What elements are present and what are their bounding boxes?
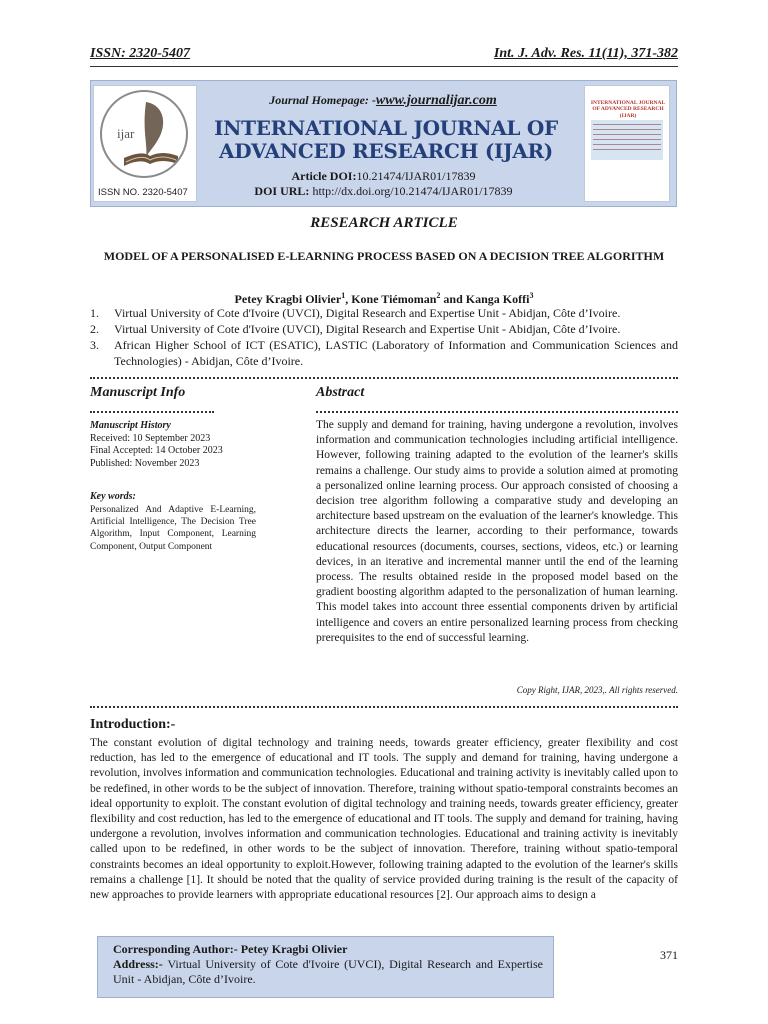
- affiliation-number: 3.: [90, 338, 99, 352]
- corresponding-label: Corresponding Author:-: [113, 942, 241, 956]
- article-doi-label: Article DOI:: [291, 169, 357, 183]
- author-separator: and: [440, 292, 466, 306]
- author-name: Kone Tiémoman: [351, 292, 437, 306]
- abstract-text: The supply and demand for training, having undergone a revolution, involves information and communication technologies including artificial intelligence. However, following training adapted to the evolution of the learner's skills remains a challenge. Our study aims to provide a solution aimed at promoting a personalized online learning process. Our approach consisted of choosing a decision tree algorithm following a comparative study and developing an architecture based upstream on the evaluation of the learner's knowledge. This architecture directs the learner, according to their performance, towards educational resources (documents, courses, sections, videos, etc.) or learning devices, in an iterative and incremental manner until the end of the learning process. The results obtained reside in the proposed model based on the gradient boosting algorithm adapted to the personalization of human learning. This model takes into account three essential components driven by artificial intelligence and covers an entire personalized learning process from checking prerequisites to the end of successful learning.: [316, 419, 678, 644]
- doi-url-link[interactable]: http://dx.doi.org/10.21474/IJAR01/17839: [309, 184, 513, 198]
- journal-homepage: [262, 93, 504, 109]
- running-header-issn: ISSN: 2320-5407: [90, 46, 190, 61]
- homepage-link[interactable]: www.journalijar.com: [375, 93, 497, 108]
- page-number: 371: [660, 948, 678, 962]
- author-name: Petey Kragbi Olivier: [234, 292, 342, 306]
- received-date: Received: 10 September 2023: [90, 432, 211, 444]
- doi-url-label: DOI URL:: [254, 184, 310, 198]
- affiliation-list: [90, 305, 678, 369]
- introduction-text: The constant evolution of digital technology and training needs, towards greater efficiency, greater flexibility and cost reduction, has led to the emergence of educational and IT tools. The supply and demand for training, having undergone a revolution, involves information and communication technologies. Educational and training activity is inevitably called upon to be redefined, in other words to be the subject of innovation. Therefore, training without spatio-temporal constraints becomes an ideal opportunity to exploit. The constant evolution of digital technology and training needs, towards greater efficiency, greater flexibility and cost reduction, has led to the emergence of educational and IT tools. The supply and demand for training, having undergone a revolution, involves information and communication technologies. Educational and training activity is inevitably called upon to be redefined, in other words to be the subject of innovation. Therefore, training without spatio-temporal constraints becomes an ideal opportunity to exploit.However, following training adapted to the evolution of the learner's skills remains a challenge [1]. It should be noted that the quality of service provided during training is the result of the capacity of new approaches to provide learners with appropriate educational resources [2]. Our approach aims to design a: [90, 737, 678, 902]
- affiliation-text: African Higher School of ICT (ESATIC), LASTIC (Laboratory of Information and Communication Sciences and Technologies) - Abidjan, Côte d’Ivoire.: [114, 338, 678, 368]
- affiliation-number: 1.: [90, 306, 99, 320]
- author-separator: ,: [345, 292, 352, 306]
- logo-text: ijar: [117, 126, 135, 141]
- keywords: Personalized And Adaptive E-Learning, Artificial Intelligence, The Decision Tree Algorithm, Input Component, Learning Component, Output Component: [90, 504, 256, 552]
- published-date: Published: November 2023: [90, 457, 200, 469]
- header-rule: [90, 66, 678, 67]
- author-affiliation-marker: 1: [341, 291, 346, 300]
- manuscript-divider: [90, 411, 214, 414]
- homepage-label: Journal Homepage: -: [269, 93, 376, 107]
- abstract-divider: [316, 411, 678, 414]
- history-label: Manuscript History: [90, 420, 171, 431]
- introduction-heading: Introduction:-: [90, 717, 176, 732]
- corresponding-name: Petey Kragbi Olivier: [240, 942, 348, 956]
- accepted-date: Final Accepted: 14 October 2023: [90, 445, 223, 457]
- affiliation-number: 2.: [90, 322, 99, 336]
- section-divider: [90, 377, 678, 381]
- corresponding-author-box: [97, 936, 554, 998]
- journal-logo: [93, 85, 197, 202]
- abstract-heading: Abstract: [316, 385, 365, 400]
- manuscript-info-heading: Manuscript Info: [90, 385, 186, 400]
- affiliation-text: Virtual University of Cote d'Ivoire (UVCI), Digital Research and Expertise Unit - Abidjan, Côte d’Ivoire.: [114, 322, 621, 336]
- paper-title: MODEL OF A PERSONALISED E-LEARNING PROCESS BASED ON A DECISION TREE ALGORITHM: [103, 249, 665, 263]
- article-type: RESEARCH ARTICLE: [310, 215, 458, 231]
- section-divider-2: [90, 706, 678, 710]
- keywords-label: Key words:: [90, 491, 136, 503]
- quill-book-icon: [102, 92, 186, 176]
- journal-banner: [90, 80, 677, 207]
- cover-text-lines: [593, 124, 661, 154]
- logo-emblem: [100, 90, 188, 178]
- journal-title-line2: ADVANCED RESEARCH (IJAR): [219, 139, 553, 163]
- journal-cover-thumbnail: [584, 85, 670, 202]
- author-affiliation-marker: 2: [436, 291, 441, 300]
- doi-block: [211, 169, 556, 199]
- affiliation-item: [90, 337, 678, 369]
- manuscript-info: [90, 420, 256, 553]
- author-name: Kanga Koffi: [465, 292, 530, 306]
- cover-title: INTERNATIONAL JOURNAL OF ADVANCED RESEARCH (IJAR): [590, 100, 666, 119]
- running-header-citation: Int. J. Adv. Res. 11(11), 371-382: [493, 46, 678, 61]
- journal-title-line1: INTERNATIONAL JOURNAL OF: [214, 116, 558, 140]
- affiliation-item: [90, 321, 678, 337]
- affiliation-item: [90, 305, 678, 321]
- copyright: Copy Right, IJAR, 2023,. All rights reserved.: [516, 685, 678, 695]
- author-affiliation-marker: 3: [529, 291, 534, 300]
- address-label: Address:-: [113, 957, 168, 971]
- corresponding-address: Virtual University of Cote d'Ivoire (UVCI), Digital Research and Expertise Unit - Abidjan, Côte d’Ivoire.: [113, 957, 543, 986]
- affiliation-text: Virtual University of Cote d'Ivoire (UVCI), Digital Research and Expertise Unit - Abidjan, Côte d’Ivoire.: [114, 306, 621, 320]
- logo-issn: ISSN NO. 2320-5407: [98, 187, 188, 198]
- journal-title: [211, 117, 561, 163]
- article-doi: 10.21474/IJAR01/17839: [356, 169, 476, 183]
